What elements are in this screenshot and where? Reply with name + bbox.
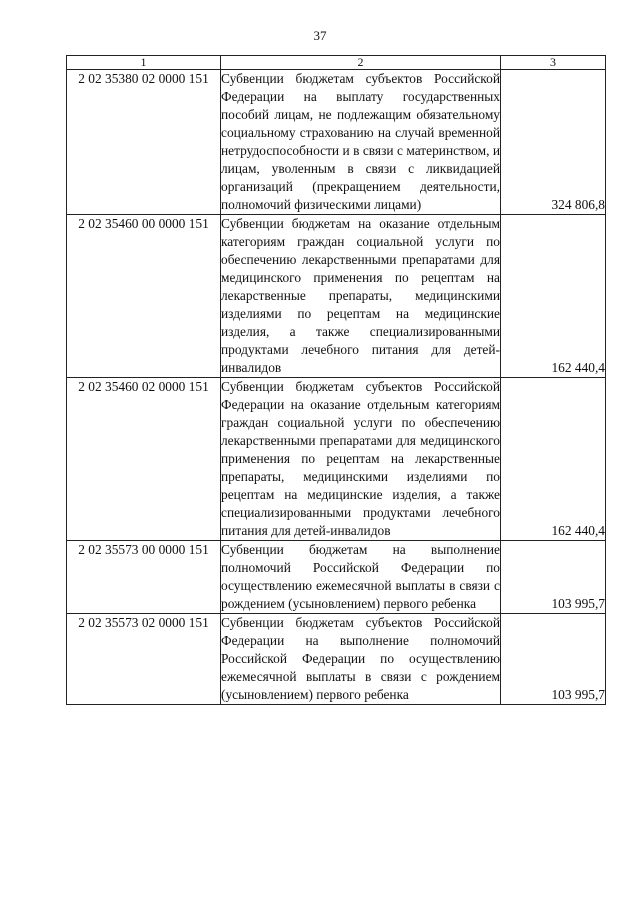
table-row [67, 378, 606, 541]
amount-cell: 162 440,4 [501, 215, 606, 378]
column-header-2: 2 [221, 56, 501, 70]
table-row [67, 541, 606, 614]
amount-cell: 324 806,8 [501, 70, 606, 215]
amount-cell: 162 440,4 [501, 378, 606, 541]
table-row [67, 215, 606, 378]
description-cell: Субвенции бюджетам субъектов Российской Федерации на выплату государственных пособий лицам, не подлежащим обязательному социальному страхованию на случай временной нетрудоспособности и в связи с материнством, и лицам, уволенным в связи с ликвидацией организаций (прекращением деятельности, полномочий физическими лицами) [221, 70, 501, 215]
budget-code-cell: 2 02 35380 02 0000 151 [67, 70, 221, 215]
budget-code-cell: 2 02 35460 00 0000 151 [67, 215, 221, 378]
budget-code-cell: 2 02 35573 02 0000 151 [67, 614, 221, 705]
description-cell: Субвенции бюджетам на выполнение полномочий Российской Федерации по осуществлению ежемесячной выплаты в связи с рождением (усыновлением) первого ребенка [221, 541, 501, 614]
description-cell: Субвенции бюджетам субъектов Российской Федерации на оказание отдельным категориям граждан социальной услуги по обеспечению лекарственными препаратами для медицинского применения по рецептам на лекарственные препараты, медицинскими изделиями по рецептам на медицинские изделия, а также специализированными продуктами лечебного питания для детей-инвалидов [221, 378, 501, 541]
budget-code-cell: 2 02 35460 02 0000 151 [67, 378, 221, 541]
table-row [67, 614, 606, 705]
amount-cell: 103 995,7 [501, 541, 606, 614]
budget-code-cell: 2 02 35573 00 0000 151 [67, 541, 221, 614]
table-row [67, 70, 606, 215]
description-cell: Субвенции бюджетам на оказание отдельным категориям граждан социальной услуги по обеспечению лекарственными препаратами для медицинского применения по рецептам на лекарственные препараты, медицинскими изделиями по рецептам на медицинские изделия, а также специализированными продуктами лечебного питания для детей-инвалидов [221, 215, 501, 378]
amount-cell: 103 995,7 [501, 614, 606, 705]
column-header-3: 3 [501, 56, 606, 70]
page-number: 37 [313, 28, 327, 43]
budget-table [66, 55, 606, 705]
table-header-row [67, 56, 606, 70]
description-cell: Субвенции бюджетам субъектов Российской Федерации на выполнение полномочий Российской Федерации по осуществлению ежемесячной выплаты в связи с рождением (усыновлением) первого ребенка [221, 614, 501, 705]
column-header-1: 1 [67, 56, 221, 70]
